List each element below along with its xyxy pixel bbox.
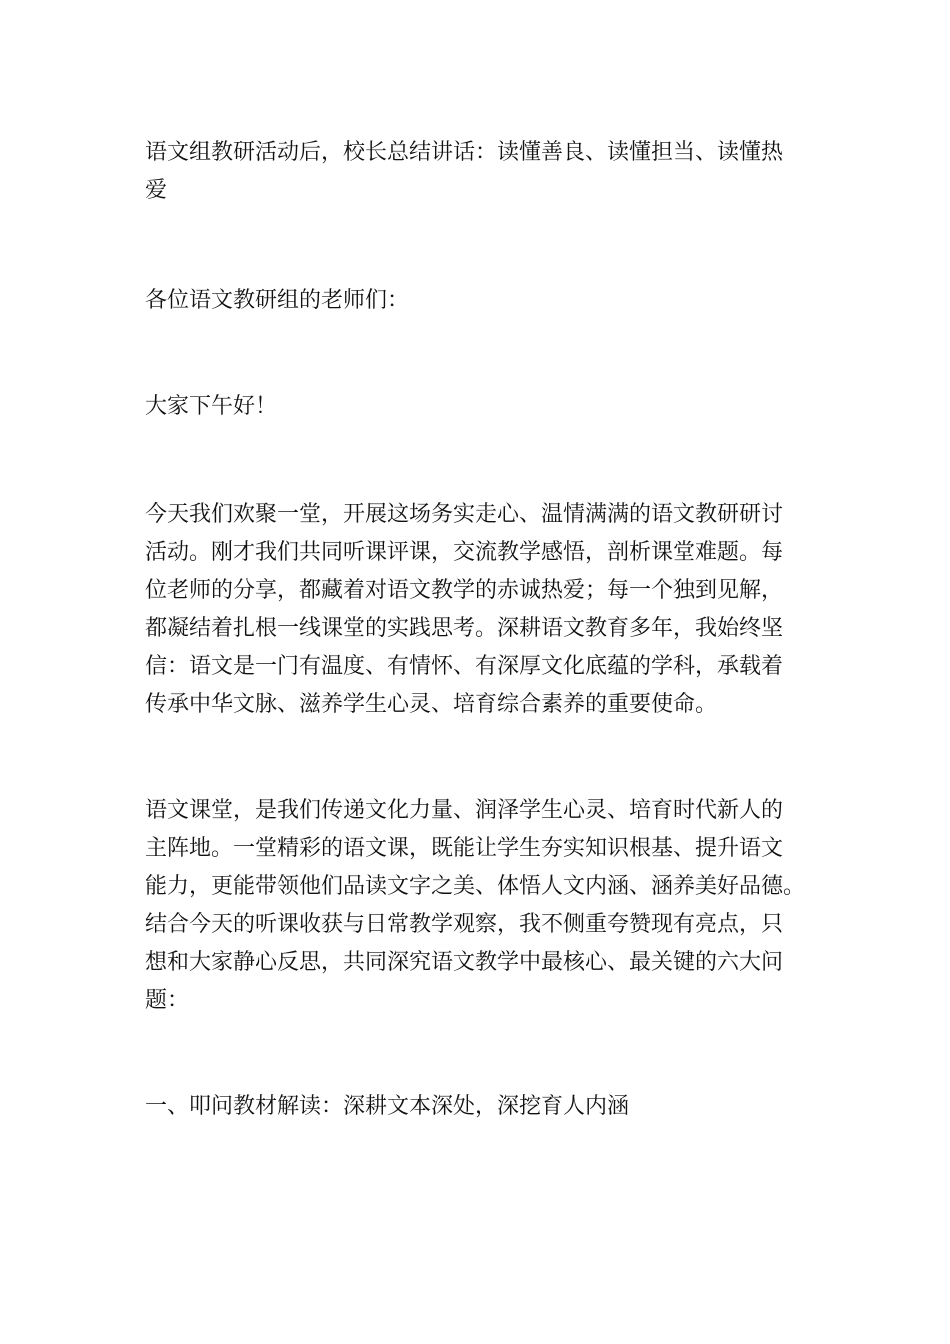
document-page (145, 134, 820, 1126)
paragraph-line: 活动。刚才我们共同听课评课，交流教学感悟，剖析课堂难题。每 (145, 540, 784, 565)
paragraph-1 (145, 496, 820, 724)
paragraph-line: 信：语文是一门有温度、有情怀、有深厚文化底蕴的学科，承载着 (145, 654, 784, 679)
paragraph-line: 能力，更能带领他们品读文字之美、体悟人文内涵、涵养美好品德。 (145, 874, 806, 899)
paragraph-line: 题： (145, 988, 190, 1013)
title-line-2: 爱 (145, 178, 168, 203)
document-title (145, 134, 820, 210)
title-line-1: 语文组教研活动后，校长总结讲话：读懂善良、读懂担当、读懂热 (145, 140, 784, 165)
salutation: 各位语文教研组的老师们： (145, 288, 410, 313)
section-heading: 一、叩问教材解读：深耕文本深处，深挖育人内涵 (145, 1094, 630, 1119)
paragraph-line: 位老师的分享，都藏着对语文教学的赤诚热爱；每一个独到见解， (145, 578, 784, 603)
greeting: 大家下午好！ (145, 394, 278, 419)
paragraph-line: 结合今天的听课收获与日常教学观察，我不侧重夸赞现有亮点，只 (145, 912, 784, 937)
paragraph-line: 今天我们欢聚一堂，开展这场务实走心、温情满满的语文教研研讨 (145, 502, 784, 527)
paragraph-line: 语文课堂，是我们传递文化力量、润泽学生心灵、培育时代新人的 (145, 798, 784, 823)
paragraph-2 (145, 792, 820, 1020)
paragraph-line: 主阵地。一堂精彩的语文课，既能让学生夯实知识根基、提升语文 (145, 836, 784, 861)
paragraph-line: 都凝结着扎根一线课堂的实践思考。深耕语文教育多年，我始终坚 (145, 616, 784, 641)
paragraph-line: 传承中华文脉、滋养学生心灵、培育综合素养的重要使命。 (145, 692, 718, 717)
paragraph-line: 想和大家静心反思，共同深究语文教学中最核心、最关键的六大问 (145, 950, 784, 975)
